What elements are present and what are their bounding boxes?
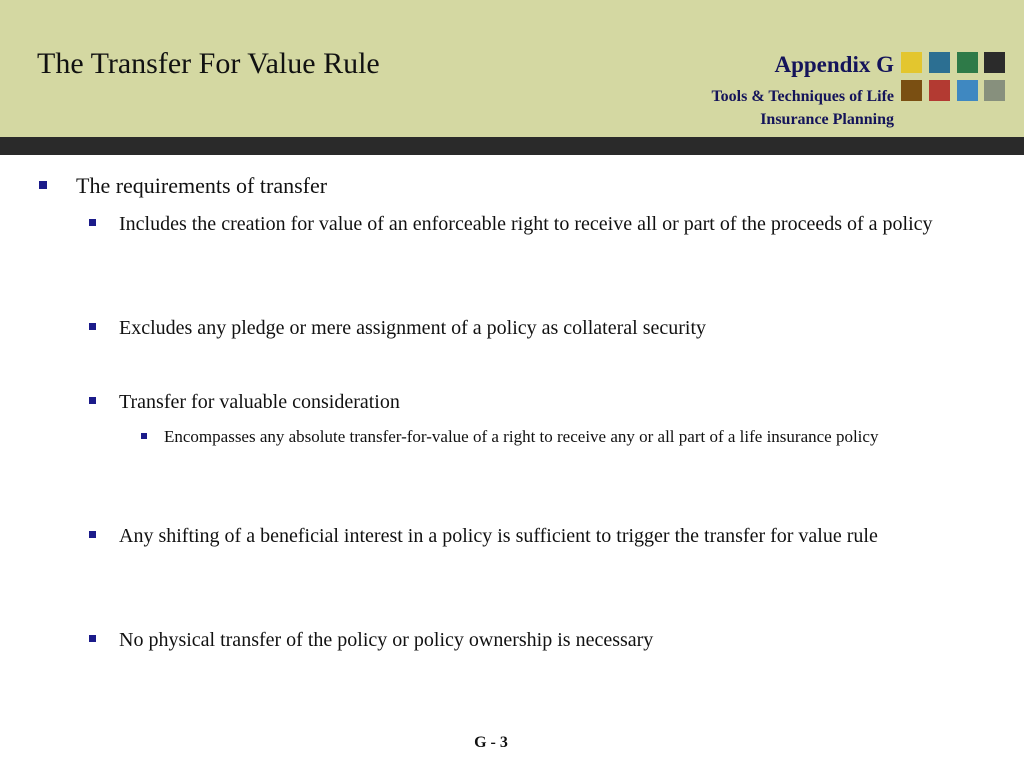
sub-list-item: Encompasses any absolute transfer-for-value of a right to receive any or all part of a life insurance policy (164, 427, 879, 446)
header-divider (0, 137, 1024, 155)
bullet-square-icon (39, 181, 47, 189)
bullet-square-icon (89, 635, 96, 642)
page-number: G - 3 (474, 734, 508, 751)
slide-title: The Transfer For Value Rule (37, 47, 380, 80)
color-swatch (984, 80, 1005, 101)
appendix-label: Appendix G (774, 52, 894, 77)
bullet-square-icon (89, 323, 96, 330)
list-item: Includes the creation for value of an enforceable right to receive all or part of the proceeds of a policy (119, 213, 933, 235)
bullet-square-icon (89, 397, 96, 404)
color-swatch (901, 52, 922, 73)
bullet-square-icon (141, 433, 147, 439)
color-swatch (929, 80, 950, 101)
bullet-square-icon (89, 219, 96, 226)
list-item: No physical transfer of the policy or policy ownership is necessary (119, 629, 654, 651)
color-swatch-grid (901, 52, 1005, 102)
appendix-subtitle (634, 85, 894, 131)
color-swatch (984, 52, 1005, 73)
color-swatch (957, 52, 978, 73)
color-swatch (901, 80, 922, 101)
color-swatch (929, 52, 950, 73)
list-item: Transfer for valuable consideration (119, 391, 400, 413)
list-item: Any shifting of a beneficial interest in a policy is sufficient to trigger the transfer for value rule (119, 525, 878, 547)
list-item: Excludes any pledge or mere assignment of a policy as collateral security (119, 317, 707, 339)
color-swatch (957, 80, 978, 101)
subtitle-line-1: Tools & Techniques of Life (711, 88, 894, 105)
bullet-heading: The requirements of transfer (76, 173, 328, 198)
subtitle-line-2: Insurance Planning (760, 111, 894, 128)
bullet-square-icon (89, 531, 96, 538)
